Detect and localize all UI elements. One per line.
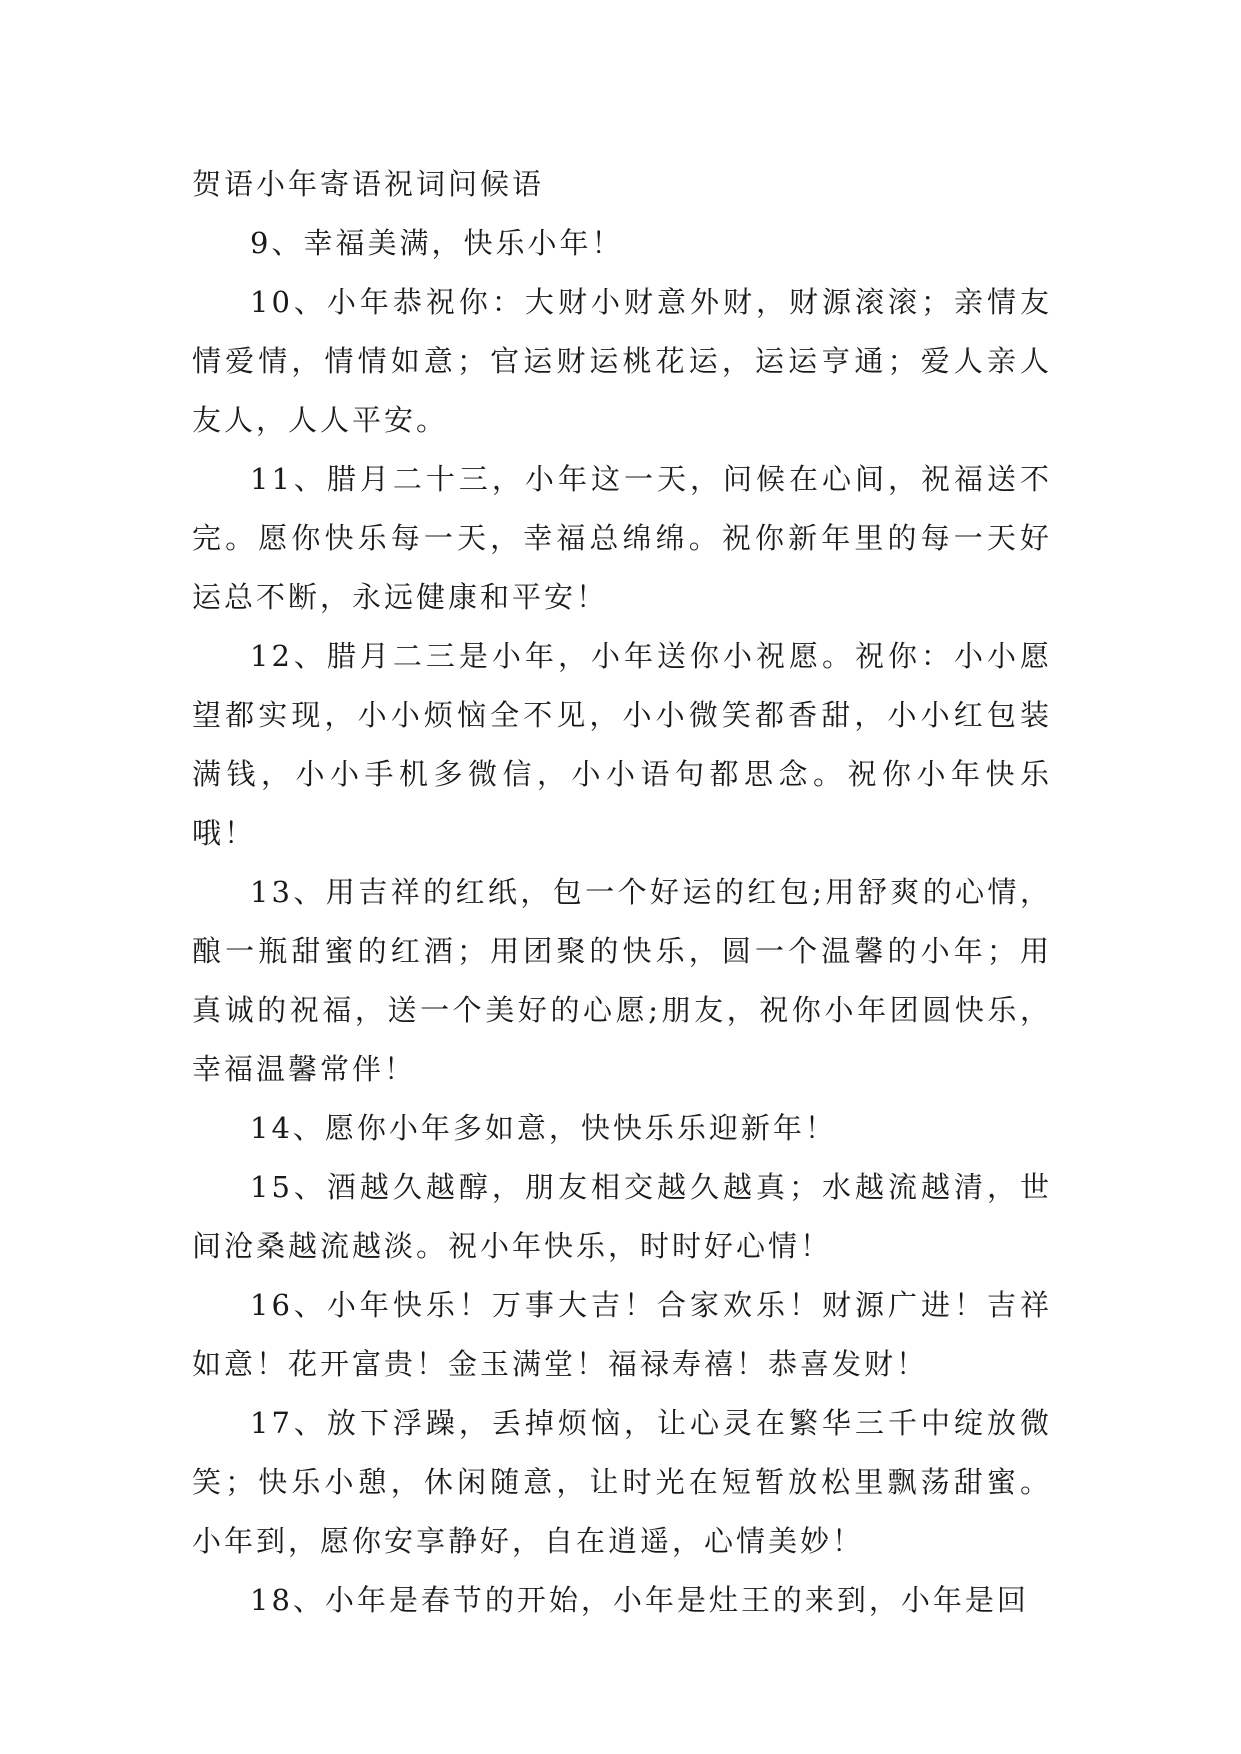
paragraph-18: 18、小年是春节的开始，小年是灶王的来到，小年是回	[250, 1583, 1029, 1617]
paragraph-16: 16、小年快乐！万事大吉！合家欢乐！财源广进！吉祥如意！花开富贵！金玉满堂！福禄寿禧！恭喜发财！	[192, 1288, 1052, 1381]
document-title: 贺语小年寄语祝词问候语	[192, 167, 545, 201]
paragraph-11: 11、腊月二十三，小年这一天，问候在心间，祝福送不完。愿你快乐每一天，幸福总绵绵。祝你新年里的每一天好运总不断，永远健康和平安！	[192, 462, 1052, 614]
paragraph-13: 13、用吉祥的红纸，包一个好运的红包;用舒爽的心情，酿一瓶甜蜜的红酒；用团聚的快乐，圆一个温馨的小年；用真诚的祝福，送一个美好的心愿;朋友，祝你小年团圆快乐，幸福温馨常伴！	[192, 875, 1052, 1086]
paragraph-14: 14、愿你小年多如意，快快乐乐迎新年！	[250, 1111, 837, 1145]
paragraph-15: 15、酒越久越醇，朋友相交越久越真；水越流越清，世间沧桑越流越淡。祝小年快乐，时时好心情！	[192, 1170, 1052, 1263]
paragraph-12: 12、腊月二三是小年，小年送你小祝愿。祝你：小小愿望都实现，小小烦恼全不见，小小微笑都香甜，小小红包装满钱，小小手机多微信，小小语句都思念。祝你小年快乐哦！	[192, 639, 1052, 850]
document-body	[192, 155, 1052, 1630]
paragraph-17: 17、放下浮躁，丢掉烦恼，让心灵在繁华三千中绽放微笑；快乐小憩，休闲随意，让时光在短暂放松里飘荡甜蜜。小年到，愿你安享静好，自在逍遥，心情美妙！	[192, 1406, 1052, 1558]
paragraph-10: 10、小年恭祝你：大财小财意外财，财源滚滚；亲情友情爱情，情情如意；官运财运桃花运，运运亨通；爱人亲人友人，人人平安。	[192, 285, 1052, 437]
paragraph-9: 9、幸福美满，快乐小年！	[250, 226, 624, 260]
